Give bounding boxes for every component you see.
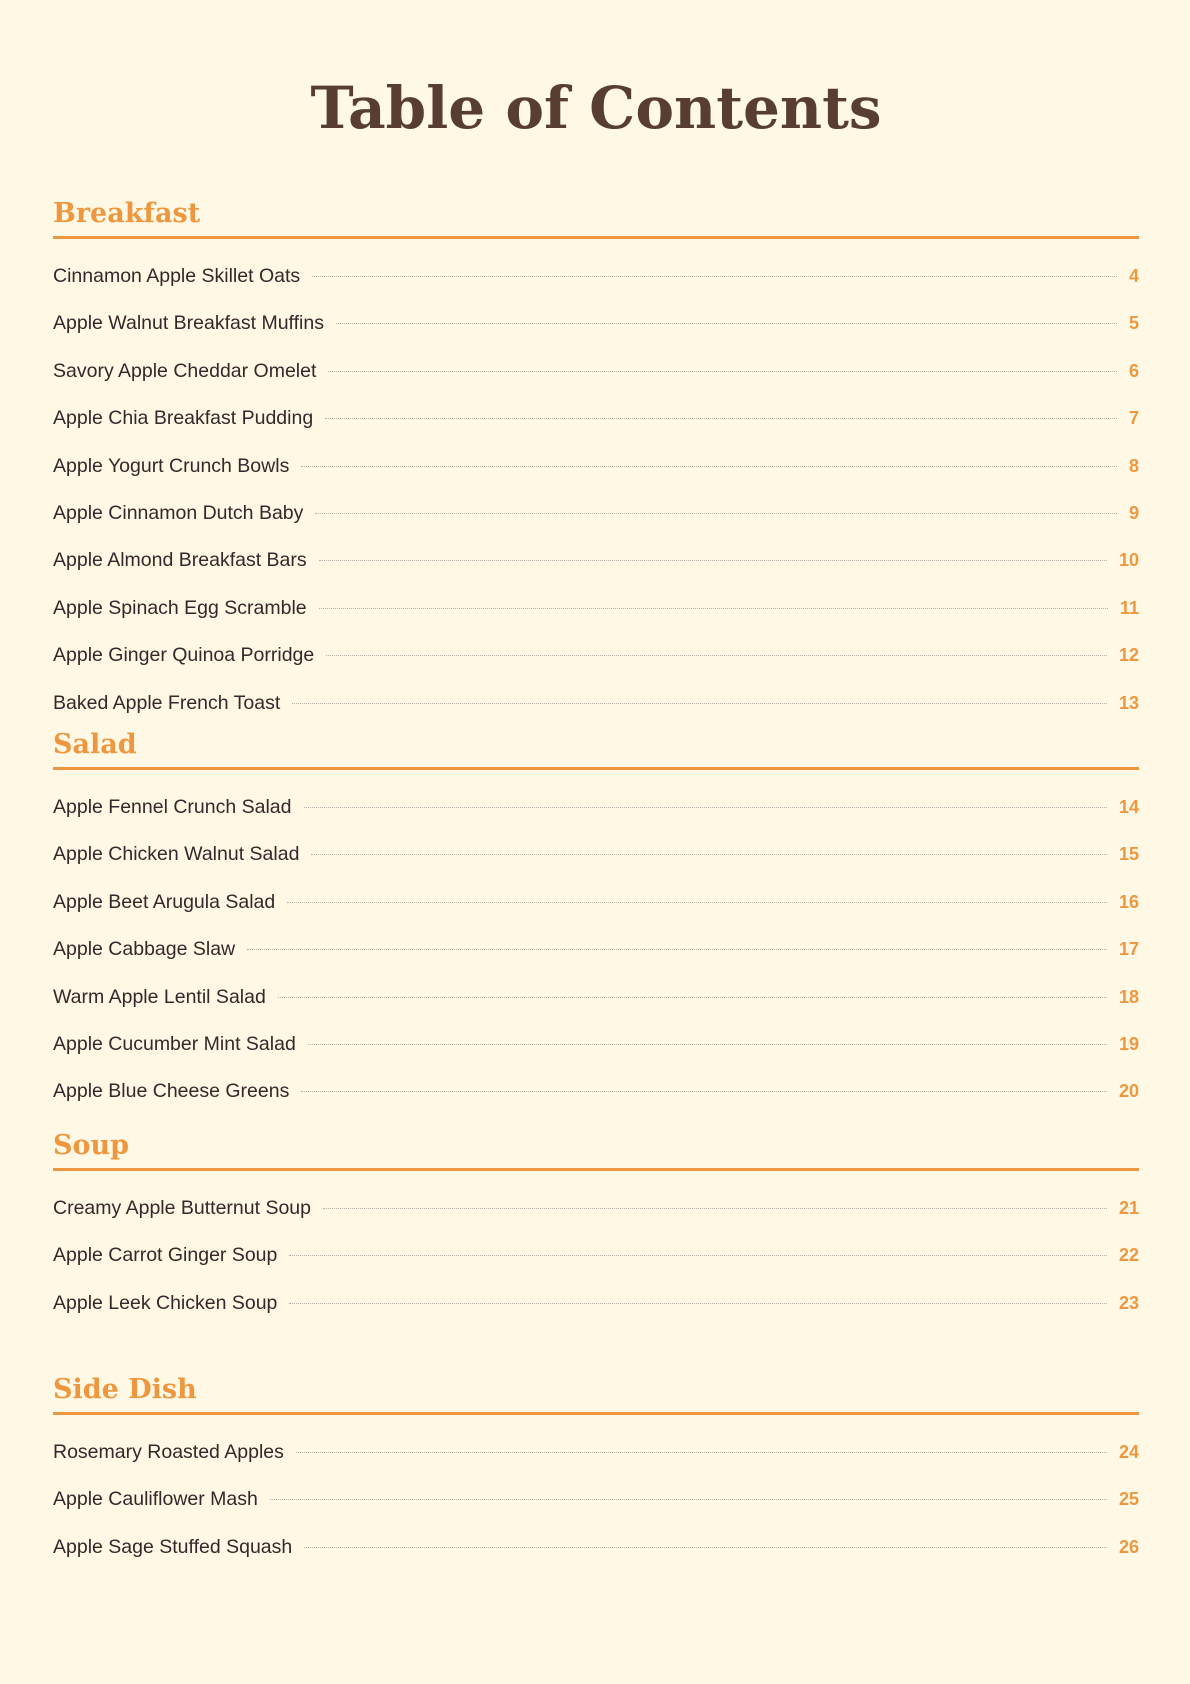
entry-page-number: 15 — [1118, 844, 1139, 865]
dotted-leader — [296, 1452, 1107, 1453]
dotted-leader — [319, 560, 1107, 561]
entry-page-number: 21 — [1118, 1198, 1139, 1218]
toc-entry[interactable] — [53, 831, 1139, 878]
toc-entry[interactable] — [53, 1185, 1139, 1232]
toc-entry[interactable] — [53, 974, 1139, 1021]
toc-entry[interactable] — [53, 1232, 1139, 1279]
entry-page-number: 23 — [1118, 1292, 1139, 1313]
dotted-leader — [325, 418, 1117, 419]
toc-entry[interactable] — [53, 537, 1139, 584]
toc-entry[interactable] — [53, 490, 1139, 537]
entry-title: Apple Chicken Walnut Salad — [53, 843, 300, 866]
entry-page-number: 5 — [1128, 313, 1139, 334]
toc-entry[interactable] — [53, 632, 1139, 679]
dotted-leader — [301, 1091, 1107, 1092]
dotted-leader — [326, 655, 1107, 656]
entry-title: Apple Walnut Breakfast Muffins — [53, 312, 324, 335]
toc-entry[interactable] — [53, 926, 1139, 973]
dotted-leader — [323, 1208, 1107, 1209]
entry-page-number: 17 — [1118, 939, 1139, 960]
entry-page-number: 10 — [1118, 550, 1139, 571]
entry-title: Creamy Apple Butternut Soup — [53, 1197, 311, 1219]
dotted-leader — [311, 854, 1107, 855]
toc-entry[interactable] — [53, 1068, 1139, 1115]
dotted-leader — [289, 1303, 1107, 1304]
entry-page-number: 13 — [1118, 692, 1139, 713]
toc-entry[interactable] — [53, 443, 1139, 490]
entry-page-number: 20 — [1118, 1081, 1139, 1102]
dotted-leader — [287, 902, 1107, 903]
dotted-leader — [336, 323, 1117, 324]
section-heading: Soup — [53, 1124, 1139, 1171]
toc-entry[interactable] — [53, 1280, 1139, 1327]
entry-title: Apple Fennel Crunch Salad — [53, 796, 292, 818]
section-heading: Side Dish — [53, 1368, 1139, 1415]
toc-entry[interactable] — [53, 253, 1139, 300]
toc-entry[interactable] — [53, 680, 1139, 727]
entry-title: Warm Apple Lentil Salad — [53, 985, 266, 1008]
dotted-leader — [315, 513, 1117, 514]
toc-section — [53, 1124, 1139, 1327]
entry-title: Apple Carrot Ginger Soup — [53, 1244, 278, 1267]
entry-title: Baked Apple French Toast — [53, 691, 281, 714]
entry-title: Apple Ginger Quinoa Porridge — [53, 644, 315, 667]
entry-title: Apple Cauliflower Mash — [53, 1488, 258, 1511]
page-title: Table of Contents — [310, 74, 882, 142]
entry-title: Apple Cinnamon Dutch Baby — [53, 501, 304, 524]
dotted-leader — [278, 997, 1107, 998]
entry-title: Apple Almond Breakfast Bars — [53, 549, 307, 572]
entry-title: Apple Blue Cheese Greens — [53, 1080, 290, 1103]
toc-section — [53, 723, 1139, 1116]
entry-page-number: 7 — [1128, 408, 1139, 429]
dotted-leader — [312, 276, 1117, 277]
entry-page-number: 18 — [1118, 986, 1139, 1007]
toc-entry[interactable] — [53, 879, 1139, 926]
toc-page — [53, 0, 1139, 1558]
dotted-leader — [328, 371, 1117, 372]
entry-page-number: 9 — [1128, 502, 1139, 523]
entry-title: Apple Spinach Egg Scramble — [53, 596, 307, 619]
entry-page-number: 25 — [1118, 1489, 1139, 1510]
dotted-leader — [247, 949, 1107, 950]
dotted-leader — [289, 1255, 1107, 1256]
toc-section — [53, 192, 1139, 727]
entry-page-number: 16 — [1118, 891, 1139, 912]
dotted-leader — [308, 1044, 1107, 1045]
entry-title: Rosemary Roasted Apples — [53, 1441, 284, 1463]
entry-title: Apple Leek Chicken Soup — [53, 1291, 278, 1314]
entry-title: Apple Cabbage Slaw — [53, 938, 236, 961]
entry-page-number: 22 — [1118, 1245, 1139, 1266]
entry-title: Apple Beet Arugula Salad — [53, 890, 276, 913]
entry-title: Apple Yogurt Crunch Bowls — [53, 454, 290, 477]
dotted-leader — [301, 466, 1117, 467]
section-heading: Salad — [53, 723, 1139, 770]
toc-entry[interactable] — [53, 1524, 1139, 1571]
toc-entry[interactable] — [53, 784, 1139, 831]
entry-page-number: 19 — [1118, 1033, 1139, 1054]
entry-page-number: 6 — [1128, 360, 1139, 381]
toc-entry[interactable] — [53, 348, 1139, 395]
entry-page-number: 24 — [1118, 1442, 1139, 1462]
toc-entry[interactable] — [53, 1021, 1139, 1068]
dotted-leader — [270, 1499, 1107, 1500]
toc-entry[interactable] — [53, 1429, 1139, 1476]
entry-page-number: 12 — [1118, 645, 1139, 666]
entry-page-number: 26 — [1118, 1536, 1139, 1557]
toc-entry[interactable] — [53, 1476, 1139, 1523]
entry-page-number: 14 — [1118, 797, 1139, 817]
toc-section — [53, 1368, 1139, 1571]
entry-title: Savory Apple Cheddar Omelet — [53, 359, 317, 382]
entry-title: Apple Cucumber Mint Salad — [53, 1032, 296, 1055]
entry-title: Apple Chia Breakfast Pudding — [53, 407, 314, 430]
dotted-leader — [319, 608, 1108, 609]
entry-page-number: 4 — [1128, 266, 1139, 286]
entry-title: Apple Sage Stuffed Squash — [53, 1535, 293, 1558]
dotted-leader — [304, 1547, 1107, 1548]
toc-entry[interactable] — [53, 300, 1139, 347]
section-heading: Breakfast — [53, 192, 1139, 239]
entry-page-number: 8 — [1128, 455, 1139, 476]
entry-title: Cinnamon Apple Skillet Oats — [53, 265, 301, 287]
toc-entry[interactable] — [53, 585, 1139, 632]
dotted-leader — [292, 703, 1107, 704]
dotted-leader — [304, 807, 1107, 808]
toc-entry[interactable] — [53, 395, 1139, 442]
entry-page-number: 11 — [1119, 597, 1139, 618]
